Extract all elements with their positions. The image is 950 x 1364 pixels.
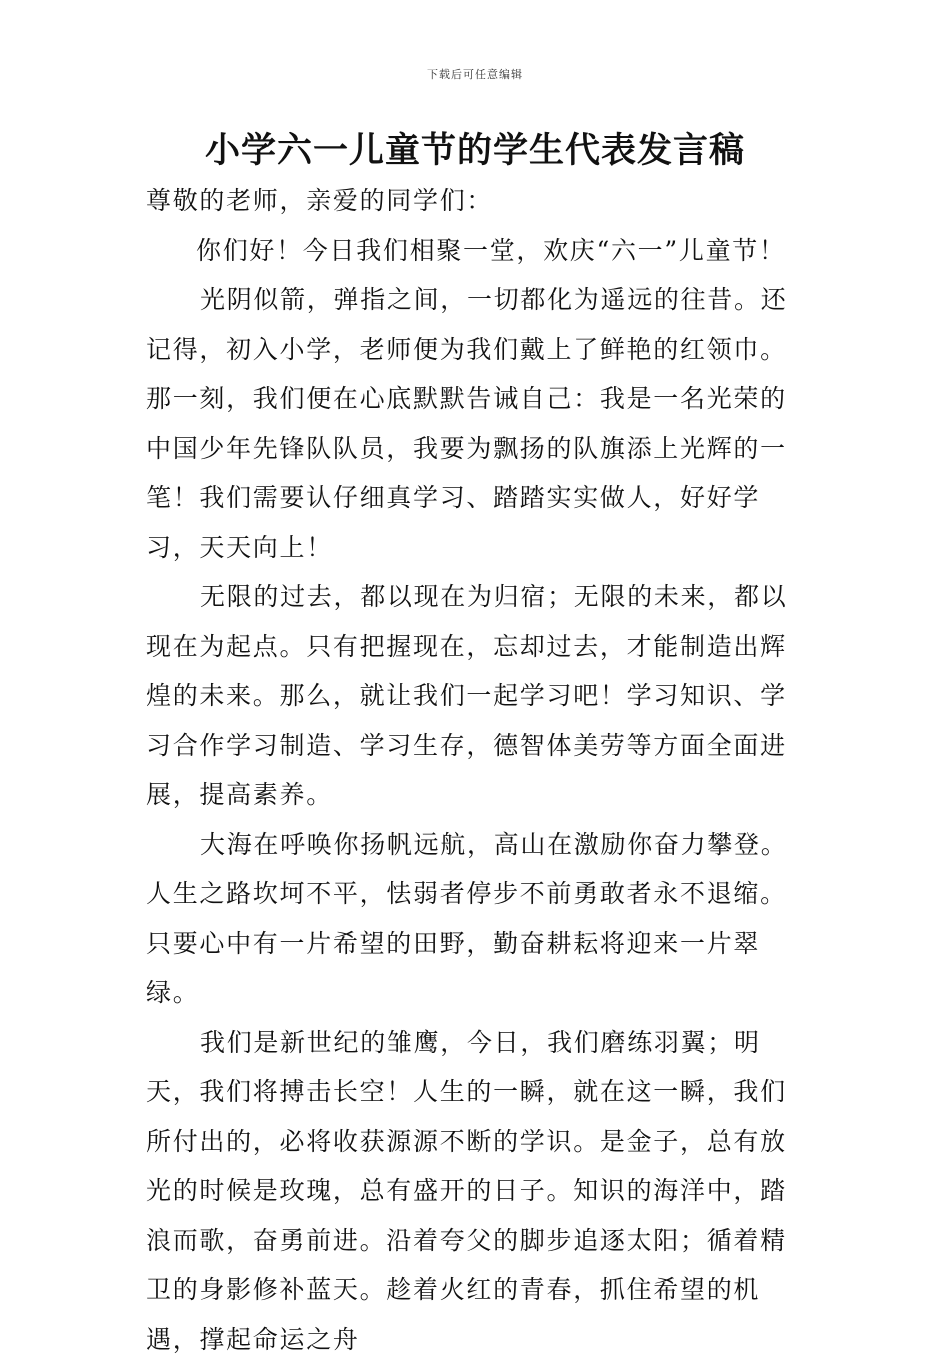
- document-body: [146, 176, 810, 1364]
- body-paragraph: 我们是新世纪的雏鹰，今日，我们磨练羽翼；明天，我们将搏击长空！人生的一瞬，就在这一瞬，我们所付出的，必将收获源源不断的学识。是金子，总有放光的时候是玫瑰，总有盛开的日子。知识的海洋中，踏浪而歌，奋勇前进。沿着夸父的脚步追逐太阳；循着精卫的身影修补蓝天。趁着火红的青春，抓住希望的机遇，撑起命运之舟: [146, 1018, 810, 1364]
- header-note: 下载后可任意编辑: [0, 66, 950, 82]
- body-paragraph: 大海在呼唤你扬帆远航，高山在激励你奋力攀登。人生之路坎坷不平，怯弱者停步不前勇敢者永不退缩。只要心中有一片希望的田野，勤奋耕耘将迎来一片翠绿。: [146, 820, 810, 1018]
- body-paragraph: 光阴似箭，弹指之间，一切都化为遥远的往昔。还记得，初入小学，老师便为我们戴上了鲜艳的红领巾。那一刻，我们便在心底默默告诫自己：我是一名光荣的中国少年先锋队队员，我要为飘扬的队旗添上光辉的一笔！我们需要认仔细真学习、踏踏实实做人，好好学习，天天向上！: [146, 275, 810, 572]
- salutation: 尊敬的老师，亲爱的同学们：: [146, 176, 810, 226]
- greeting-paragraph: 你们好！今日我们相聚一堂，欢庆“六一”儿童节！: [146, 226, 810, 276]
- body-paragraph: 无限的过去，都以现在为归宿；无限的未来，都以现在为起点。只有把握现在，忘却过去，才能制造出辉煌的未来。那么，就让我们一起学习吧！学习知识、学习合作学习制造、学习生存，德智体美劳等方面全面进展，提高素养。: [146, 572, 810, 820]
- document-title: 小学六一儿童节的学生代表发言稿: [0, 126, 950, 176]
